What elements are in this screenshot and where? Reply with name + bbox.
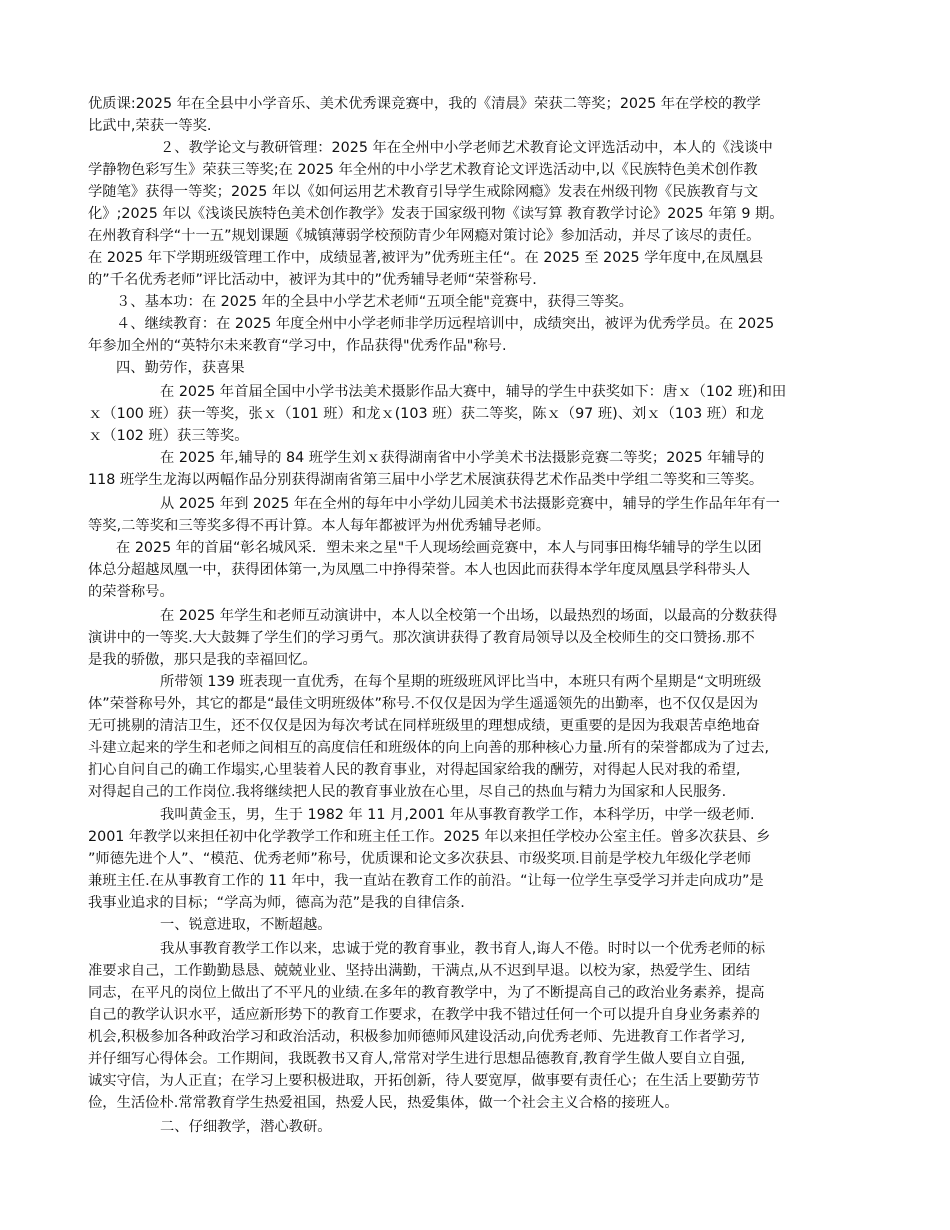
- text-line: 斗建立起来的学生和老师之间相互的高度信任和班级体的向上向善的那种核心力量.所有的荣誉都成为了过去,: [88, 740, 770, 756]
- text-line: ｘ（102 班）获三等奖。: [88, 428, 249, 444]
- text-line: 学静物色彩写生》荣获三等奖;在 2025 年全州的中小学艺术教育论文评选活动中,以《民族特色美术创作教: [88, 162, 758, 178]
- text-line: 我叫黄金玉，男，生于 1982 年 11 月,2001 年从事教育教学工作，本科学历，中学一级老师.: [160, 807, 755, 823]
- text-line: 年参加全州的“英特尔未来教育“学习中，作品获得"优秀作品"称号.: [88, 338, 507, 354]
- text-line: 体”荣誉称号外，其它的都是“最佳文明班级体”称号.不仅仅是因为学生遥遥领先的出勤率，也不仅仅是因为: [88, 696, 759, 712]
- text-line: 并仔细写心得体会。工作期间，我既教书又育人,常常对学生进行思想品德教育,教育学生做人要自立自强,: [88, 1051, 745, 1067]
- text-line: 的”千名优秀老师”评比活动中，被评为其中的”优秀辅导老师“荣誉称号.: [88, 272, 537, 288]
- text-line: 化》;2025 年以《浅谈民族特色美术创作教学》发表于国家级刊物《读写算 教育教学讨论》2025 年第 9 期。: [88, 206, 784, 222]
- text-line: 学随笔》获得一等奖；2025 年以《如何运用艺术教育引导学生戒除网瘾》发表在州级刊物《民族教育与文: [88, 184, 758, 200]
- text-line: 在 2025 年的首届“彰名城风采．塑未来之星"千人现场绘画竞赛中，本人与同事田梅华辅导的学生以团: [116, 540, 762, 556]
- text-line: 在 2025 年首届全国中小学书法美术摄影作品大赛中，辅导的学生中获奖如下：唐ｘ（102 班)和田: [160, 384, 787, 400]
- text-line: 优质课:2025 年在全县中小学音乐、美术优秀课竞赛中，我的《清晨》荣获二等奖；2025 年在学校的教学: [88, 96, 761, 112]
- text-line: 2001 年教学以来担任初中化学教学工作和班主任工作。2025 年以来担任学校办公室主任。曾多次获县、乡: [88, 829, 771, 845]
- text-line: 118 班学生龙海以两幅作品分别获得湖南省第三届中小学艺术展演获得艺术作品类中学组二等奖和三等奖。: [88, 472, 764, 488]
- text-line: 在 2025 年,辅导的 84 班学生刘ｘ获得湖南省中小学美术书法摄影竞赛二等奖；2025 年辅导的: [160, 450, 765, 466]
- text-line: 诚实守信，为人正直；在学习上要积极进取，开拓创新，待人要宽厚，做事要有责任心；在生活上要勤劳节: [88, 1073, 760, 1089]
- text-line: 我从事教育教学工作以来，忠诚于党的教育事业，教书育人,诲人不倦。时时以一个优秀老师的标: [160, 941, 766, 957]
- text-line: 同志，在平凡的岗位上做出了不平凡的业绩.在多年的教育教学中，为了不断提高自己的政治业务素养，提高: [88, 985, 765, 1001]
- text-line: ４、继续教育：在 2025 年度全州中小学老师非学历远程培训中，成绩突出，被评为优秀学员。在 2025: [116, 316, 775, 332]
- text-line: 自己的教学认识水平，适应新形势下的教育工作要求，在教学中我不错过任何一个可以提升自身业务素养的: [88, 1007, 760, 1023]
- text-line: 在州教育科学“十一五”规划课题《城镇薄弱学校预防青少年网瘾对策讨论》参加活动，并尽了该尽的责任。: [88, 228, 761, 244]
- text-line: 等奖,二等奖和三等奖多得不再计算。本人每年都被评为州优秀辅导老师。: [88, 518, 551, 534]
- section-heading: 二、仔细教学，潜心教研。: [160, 1119, 332, 1135]
- text-line: 的荣誉称号。: [88, 584, 174, 600]
- text-line: 是我的骄傲，那只是我的幸福回忆。: [88, 652, 317, 668]
- text-line: 无可挑剔的清洁卫生，还不仅仅是因为每次考试在同样班级里的理想成绩，更重要的是因为我艰苦卓绝地奋: [88, 718, 760, 734]
- text-line: 从 2025 年到 2025 年在全州的每年中小学幼儿园美术书法摄影竞赛中，辅导的学生作品年年有一: [160, 496, 780, 512]
- text-line: 演讲中的一等奖.大大鼓舞了学生们的学习勇气。那次演讲获得了教育局领导以及全校师生的交口赞扬.那不: [88, 630, 755, 646]
- text-line: 比武中,荣获一等奖.: [88, 118, 212, 134]
- text-line: 兼班主任.在从事教育工作的 11 年中，我一直站在教育工作的前沿。“让每一位学生享受学习并走向成功”是: [88, 873, 764, 889]
- text-line: ”师德先进个人”、“模范、优秀老师”称号，优质课和论文多次获县、市级奖项.目前是学校九年级化学老师: [88, 851, 752, 867]
- text-line: 所带领 139 班表现一直优秀，在每个星期的班级班风评比当中，本班只有两个星期是“文明班级: [160, 674, 762, 690]
- text-line: 扪心自问自己的确工作塌实,心里装着人民的教育事业，对得起国家给我的酬劳，对得起人民对我的希望,: [88, 762, 741, 778]
- text-line: 机会,积极参加各种政治学习和政治活动，积极参加师德师风建设活动,向优秀老师、先进教育工作者学习,: [88, 1029, 745, 1045]
- section-heading: 一、锐意进取，不断超越。: [160, 917, 332, 933]
- text-line: 对得起自己的工作岗位.我将继续把人民的教育事业放在心里，尽自己的热血与精力为国家和人民服务.: [88, 784, 727, 800]
- text-line: 在 2025 年下学期班级管理工作中，成绩显著,被评为”优秀班主任“。在 2025 至 2025 学年度中,在凤凰县: [88, 250, 764, 266]
- text-line: 我事业追求的目标；“学高为师，德高为范”是我的自律信条.: [88, 895, 465, 911]
- text-line: 俭，生活俭朴.常常教育学生热爱祖国，热爱人民，热爱集体，做一个社会主义合格的接班人。: [88, 1095, 679, 1111]
- text-line: 在 2025 年学生和老师互动演讲中，本人以全校第一个出场，以最热烈的场面，以最高的分数获得: [160, 608, 778, 624]
- text-line: ２、教学论文与教研管理：2025 年在全州中小学老师艺术教育论文评选活动中，本人的《浅谈中: [160, 140, 773, 156]
- text-line: 准要求自己，工作勤勤恳恳、兢兢业业、坚持出满勤，干满点,从不迟到早退。以校为家，热爱学生、团结: [88, 963, 751, 979]
- text-line: 体总分超越凤凰一中，获得团体第一,为凤凰二中挣得荣誉。本人也因此而获得本学年度凤凰县学科带头人: [88, 562, 751, 578]
- text-line: ｘ（100 班）获一等奖，张ｘ（101 班）和龙ｘ(103 班）获二等奖，陈ｘ（97 班)、刘ｘ（103 班）和龙: [88, 406, 764, 422]
- section-heading: 四、勤劳作，获喜果: [116, 360, 245, 376]
- text-line: ３、基本功：在 2025 年的全县中小学艺术老师“五项全能"竞赛中，获得三等奖。: [116, 294, 633, 310]
